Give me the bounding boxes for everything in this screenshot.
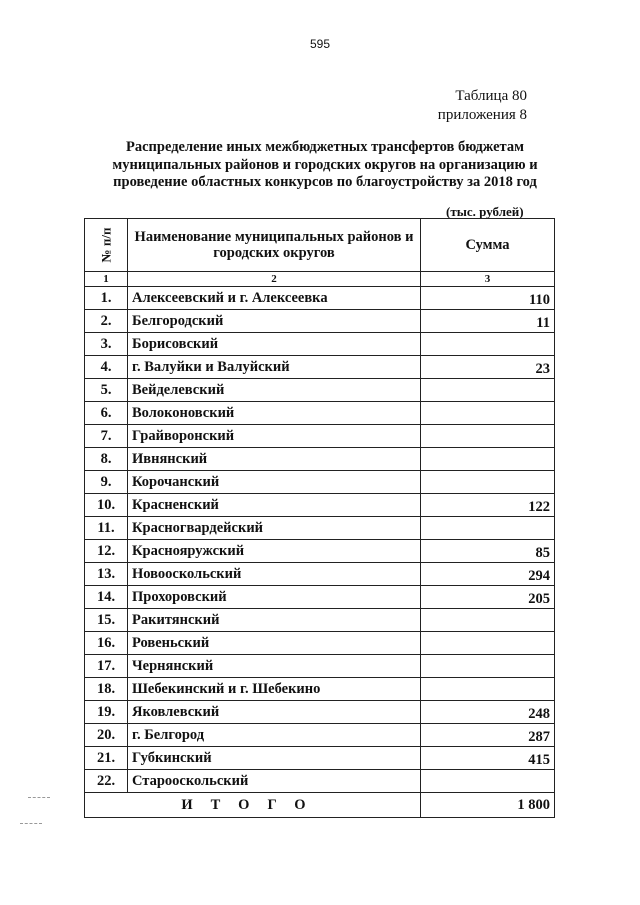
row-district-name: Белгородский (128, 310, 421, 333)
row-amount (421, 379, 555, 402)
row-number: 19. (85, 701, 128, 724)
table-row (85, 494, 555, 517)
row-amount (421, 678, 555, 701)
row-number: 7. (85, 425, 128, 448)
row-number: 1. (85, 287, 128, 310)
table-row (85, 586, 555, 609)
table-row (85, 609, 555, 632)
row-number: 6. (85, 402, 128, 425)
row-number: 11. (85, 517, 128, 540)
row-amount: 205 (421, 586, 555, 609)
row-amount (421, 770, 555, 793)
row-district-name: Яковлевский (128, 701, 421, 724)
row-number: 15. (85, 609, 128, 632)
row-number: 10. (85, 494, 128, 517)
total-row (85, 793, 555, 818)
distribution-table (84, 218, 555, 818)
row-district-name: Старооскольский (128, 770, 421, 793)
row-district-name: Вейделевский (128, 379, 421, 402)
row-number: 8. (85, 448, 128, 471)
row-number: 9. (85, 471, 128, 494)
row-amount (421, 609, 555, 632)
index-cell-1: 1 (85, 272, 128, 287)
row-amount: 11 (421, 310, 555, 333)
row-amount (421, 402, 555, 425)
total-value: 1 800 (421, 793, 555, 818)
row-district-name: г. Валуйки и Валуйский (128, 356, 421, 379)
table-row (85, 471, 555, 494)
index-cell-3: 3 (421, 272, 555, 287)
row-amount: 122 (421, 494, 555, 517)
row-district-name: Новооскольский (128, 563, 421, 586)
row-amount: 85 (421, 540, 555, 563)
index-cell-2: 2 (128, 272, 421, 287)
table-row (85, 540, 555, 563)
table-ref-line2: приложения 8 (437, 107, 527, 123)
table-row (85, 425, 555, 448)
table-row (85, 678, 555, 701)
row-district-name: Волоконовский (128, 402, 421, 425)
row-district-name: Корочанский (128, 471, 421, 494)
row-amount (421, 448, 555, 471)
row-district-name: Прохоровский (128, 586, 421, 609)
page-number: 595 (309, 37, 331, 51)
total-label: ИТОГО (85, 793, 421, 818)
table-row (85, 701, 555, 724)
table-row (85, 655, 555, 678)
row-district-name: Грайворонский (128, 425, 421, 448)
table-row (85, 448, 555, 471)
row-district-name: Борисовский (128, 333, 421, 356)
column-index-row (85, 272, 555, 287)
row-district-name: Краснояружский (128, 540, 421, 563)
row-district-name: Ракитянский (128, 609, 421, 632)
row-number: 13. (85, 563, 128, 586)
table-row (85, 632, 555, 655)
row-number: 4. (85, 356, 128, 379)
header-num: № п/п (98, 227, 113, 262)
table-row (85, 517, 555, 540)
margin-mark (20, 823, 42, 824)
table-row (85, 770, 555, 793)
row-number: 18. (85, 678, 128, 701)
table-reference (438, 87, 527, 125)
row-number: 5. (85, 379, 128, 402)
header-num-cell (85, 219, 128, 272)
row-number: 21. (85, 747, 128, 770)
margin-mark (28, 797, 50, 798)
row-amount (421, 517, 555, 540)
table-row (85, 747, 555, 770)
row-amount: 415 (421, 747, 555, 770)
header-sum: Сумма (421, 219, 555, 272)
row-number: 22. (85, 770, 128, 793)
row-amount: 294 (421, 563, 555, 586)
table-row (85, 724, 555, 747)
row-district-name: Шебекинский и г. Шебекино (128, 678, 421, 701)
row-district-name: Красногвардейский (128, 517, 421, 540)
row-amount: 110 (421, 287, 555, 310)
units-label: (тыс. рублей) (446, 204, 524, 219)
table-row (85, 402, 555, 425)
row-district-name: Алексеевский и г. Алексеевка (128, 287, 421, 310)
row-amount: 287 (421, 724, 555, 747)
table-row (85, 563, 555, 586)
row-amount (421, 425, 555, 448)
row-district-name: Красненский (128, 494, 421, 517)
table-row (85, 379, 555, 402)
table-header-row (85, 219, 555, 272)
row-district-name: Ровеньский (128, 632, 421, 655)
row-amount (421, 333, 555, 356)
table-row (85, 310, 555, 333)
row-number: 14. (85, 586, 128, 609)
row-number: 20. (85, 724, 128, 747)
row-number: 16. (85, 632, 128, 655)
table-row (85, 287, 555, 310)
row-number: 17. (85, 655, 128, 678)
table-row (85, 333, 555, 356)
row-district-name: г. Белгород (128, 724, 421, 747)
row-amount (421, 655, 555, 678)
row-district-name: Ивнянский (128, 448, 421, 471)
row-number: 3. (85, 333, 128, 356)
table-ref-line1: Таблица 80 (455, 88, 527, 104)
table-row (85, 356, 555, 379)
row-amount (421, 632, 555, 655)
row-number: 2. (85, 310, 128, 333)
row-amount: 248 (421, 701, 555, 724)
row-amount: 23 (421, 356, 555, 379)
row-number: 12. (85, 540, 128, 563)
document-title: Распределение иных межбюджетных трансфертов бюджетам муниципальных районов и городских округов на организацию и проведение областных конкурсов по благоустройству за 2018 год (112, 139, 538, 190)
row-amount (421, 471, 555, 494)
row-district-name: Губкинский (128, 747, 421, 770)
header-name: Наименование муниципальных районов и городских округов (128, 219, 421, 272)
row-district-name: Чернянский (128, 655, 421, 678)
